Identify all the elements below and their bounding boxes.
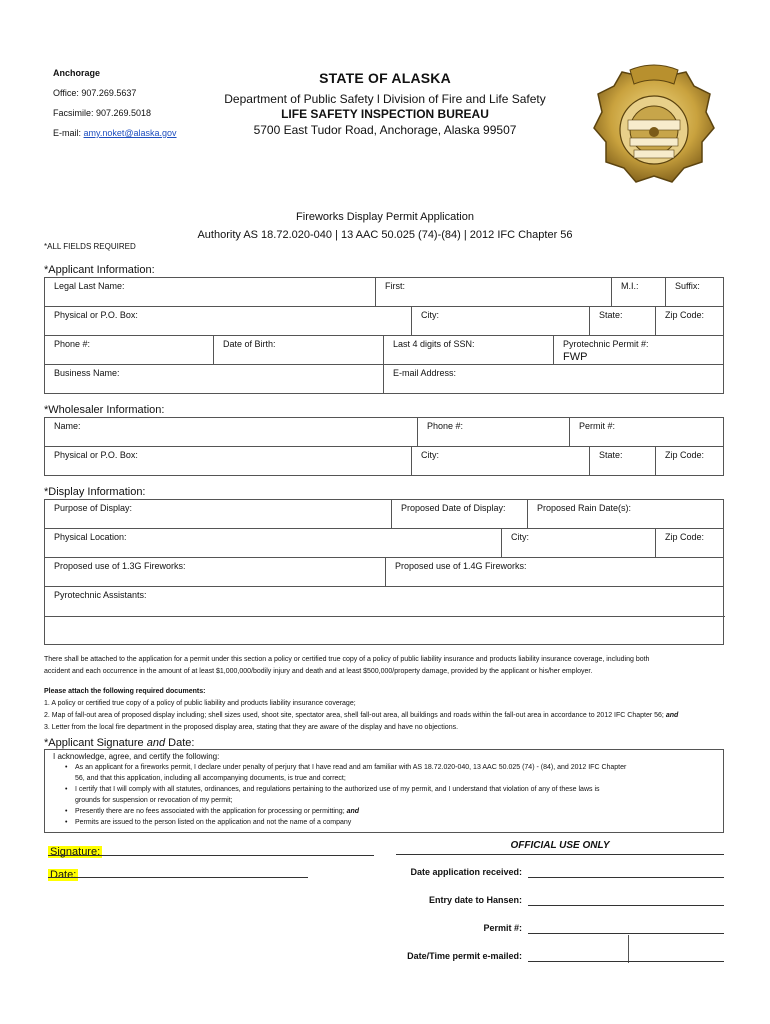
certification-item-1b: 56, and that this application, including all accompanying documents, is true and correct;: [75, 775, 346, 782]
applicant-email-label: E-mail Address:: [393, 368, 457, 378]
signature-heading: [44, 737, 194, 749]
wholesaler-address-field[interactable]: [45, 447, 411, 475]
date-line[interactable]: [48, 877, 308, 878]
insurance-paragraph: [44, 654, 734, 678]
rain-dates-label: Proposed Rain Date(s):: [537, 503, 632, 513]
applicant-row-address: [44, 307, 724, 336]
wholesaler-permit-field[interactable]: [569, 418, 725, 446]
wholesaler-row-name: [44, 418, 724, 447]
rain-dates-field[interactable]: [527, 500, 725, 528]
certification-item-2a: I certify that I will comply with all statutes, ordinances, and regulations pertaining to the authorized use of my permit, and I understand that violation of any of these laws is: [75, 786, 600, 793]
proposed-date-label: Proposed Date of Display:: [401, 503, 506, 513]
official-divider: [628, 935, 629, 963]
location-field[interactable]: [45, 529, 501, 557]
display-row-purpose: [44, 500, 724, 529]
ssn-field[interactable]: [383, 336, 553, 364]
wholesaler-city-field[interactable]: [411, 447, 589, 475]
purpose-field[interactable]: [45, 500, 391, 528]
display-row-location: [44, 529, 724, 558]
authority-line: Authority AS 18.72.020-040 | 13 AAC 50.025 (74)-(84) | 2012 IFC Chapter 56: [197, 229, 573, 241]
applicant-state-label: State:: [599, 310, 623, 320]
suffix-label: Suffix:: [675, 281, 700, 291]
wholesaler-city-label: City:: [421, 450, 439, 460]
ssn-label: Last 4 digits of SSN:: [393, 339, 475, 349]
email-label: E-mail:: [53, 128, 82, 138]
wholesaler-state-label: State:: [599, 450, 623, 460]
business-name-field[interactable]: [45, 365, 383, 393]
facsimile: Facsimile: 907.269.5018: [53, 108, 152, 118]
display-zip-field[interactable]: [655, 529, 725, 557]
applicant-email-field[interactable]: [383, 365, 725, 393]
display-row-fireworks: [44, 558, 724, 587]
legal-last-name-field[interactable]: [45, 278, 375, 306]
documents-item-2: [44, 710, 734, 722]
legal-last-name-label: Legal Last Name:: [54, 281, 125, 291]
business-name-label: Business Name:: [54, 368, 120, 378]
applicant-zip-label: Zip Code:: [665, 310, 705, 320]
insurance-line-2: accident and each occurrence in the amount of at least $1,000,000/bodily injury and death and at least $500,000/property damage, provided by the applicant or his/her employer.: [44, 668, 593, 675]
required-note: *ALL FIELDS REQUIRED: [44, 242, 136, 251]
wholesaler-zip-label: Zip Code:: [665, 450, 705, 460]
use-14g-label: Proposed use of 1.4G Fireworks:: [395, 561, 527, 571]
mi-field[interactable]: [611, 278, 665, 306]
proposed-date-field[interactable]: [391, 500, 527, 528]
certification-list: [45, 762, 723, 828]
signature-label: [48, 842, 102, 860]
certification-item-3-text: Presently there are no fees associated with the application for processing or permitting;: [75, 808, 345, 815]
assistants-field[interactable]: [45, 587, 725, 644]
department-badge-icon: [590, 62, 718, 188]
wholesaler-row-address: [44, 447, 724, 476]
applicant-state-field[interactable]: [589, 307, 655, 335]
emailed-line[interactable]: [528, 961, 724, 962]
certification-item-2: [45, 784, 723, 806]
official-permit-line[interactable]: [528, 933, 724, 934]
date-received-line[interactable]: [528, 877, 724, 878]
applicant-city-label: City:: [421, 310, 439, 320]
office-phone: Office: 907.269.5637: [53, 88, 137, 98]
location-label: Physical Location:: [54, 532, 127, 542]
signature-heading-b: Date:: [165, 737, 195, 749]
assistants-label: Pyrotechnic Assistants:: [54, 590, 147, 600]
certification-item-4-text: Permits are issued to the person listed on the application and not the name of a company: [75, 819, 352, 826]
office-name: Anchorage: [53, 68, 101, 78]
applicant-grid: [44, 277, 724, 394]
emailed-label: Date/Time permit e-mailed:: [407, 951, 522, 961]
wholesaler-grid: [44, 417, 724, 476]
wholesaler-address-label: Physical or P.O. Box:: [54, 450, 138, 460]
form-title-block: [0, 208, 770, 244]
hansen-entry-label: Entry date to Hansen:: [428, 895, 522, 905]
wholesaler-phone-label: Phone #:: [427, 421, 464, 431]
address-line: 5700 East Tudor Road, Anchorage, Alaska 99507: [253, 123, 517, 137]
email-link[interactable]: amy.noket@alaska.gov: [83, 128, 177, 138]
display-city-label: City:: [511, 532, 529, 542]
dob-field[interactable]: [213, 336, 383, 364]
applicant-row-phone: [44, 336, 724, 365]
assistants-divider: [45, 616, 725, 617]
date-label: [48, 865, 78, 883]
applicant-zip-field[interactable]: [655, 307, 725, 335]
department-line: Department of Public Safety l Division of Fire and Life Safety: [224, 92, 546, 106]
wholesaler-phone-field[interactable]: [417, 418, 569, 446]
documents-item-1: 1. A policy or certified true copy of a policy of public liability and products liability insurance coverage;: [44, 700, 356, 707]
applicant-heading: *Applicant Information:: [44, 264, 155, 276]
official-permit-label: Permit #:: [483, 923, 522, 933]
documents-list: [44, 686, 734, 734]
wholesaler-permit-label: Permit #:: [579, 421, 616, 431]
certification-item-1: [45, 762, 723, 784]
wholesaler-name-field[interactable]: [45, 418, 417, 446]
applicant-address-label: Physical or P.O. Box:: [54, 310, 138, 320]
certification-item-3: [45, 806, 723, 817]
applicant-address-field[interactable]: [45, 307, 411, 335]
mi-label: M.I.:: [621, 281, 639, 291]
applicant-row-name: [44, 278, 724, 307]
suffix-field[interactable]: [665, 278, 725, 306]
signature-heading-and: and: [146, 737, 166, 749]
insurance-line-1: There shall be attached to the application for a permit under this section a policy or certified true copy of a policy of public liability insurance and products liability insurance coverage, including both: [44, 656, 650, 663]
certification-intro: I acknowledge, agree, and certify the following:: [53, 752, 220, 761]
certification-top-rule: [45, 749, 723, 750]
applicant-city-field[interactable]: [411, 307, 589, 335]
date-label-text: Date:: [50, 869, 77, 881]
hansen-entry-line[interactable]: [528, 905, 724, 906]
certification-box: [44, 749, 724, 833]
purpose-label: Purpose of Display:: [54, 503, 133, 513]
pyro-permit-prefix: FWP: [563, 351, 588, 363]
documents-item-2-and: and: [665, 712, 679, 719]
wholesaler-state-field[interactable]: [589, 447, 655, 475]
documents-heading: Please attach the following required documents:: [44, 688, 206, 695]
certification-item-2b: grounds for suspension or revocation of my permit;: [75, 797, 233, 804]
applicant-row-business: [44, 365, 724, 394]
certification-item-3-and: and: [346, 808, 360, 815]
use-13g-label: Proposed use of 1.3G Fireworks:: [54, 561, 186, 571]
use-14g-field[interactable]: [385, 558, 725, 586]
form-title: Fireworks Display Permit Application: [296, 211, 474, 223]
display-heading: *Display Information:: [44, 486, 146, 498]
applicant-phone-field[interactable]: [45, 336, 213, 364]
display-city-field[interactable]: [501, 529, 655, 557]
signature-heading-a: *Applicant Signature: [44, 737, 147, 749]
use-13g-field[interactable]: [45, 558, 385, 586]
state-title: STATE OF ALASKA: [319, 70, 451, 86]
certification-item-4: [45, 817, 723, 828]
signature-label-text: Signature:: [50, 846, 101, 858]
wholesaler-name-label: Name:: [54, 421, 81, 431]
documents-item-2-text: 2. Map of fall-out area of proposed display including; shell sizes used, shoot site, spectator area, shell fall-out area, all buildings and roads within the fall-out area in accordance to 2012 IFC Chapter 56;: [44, 712, 664, 719]
agency-header: [200, 70, 570, 138]
wholesaler-heading: *Wholesaler Information:: [44, 404, 165, 416]
contact-block: [53, 68, 177, 148]
certification-item-1a: As an applicant for a fireworks permit, I declare under penalty of perjury that I have read and am familiar with AS 18.72.020-040, 13 AAC 50.025 (74) - (84), and 2012 IFC Chapter: [75, 764, 627, 771]
applicant-phone-label: Phone #:: [54, 339, 91, 349]
pyro-permit-label: Pyrotechnic Permit #:: [563, 339, 649, 349]
date-received-label: Date application received:: [410, 867, 522, 877]
wholesaler-zip-field[interactable]: [655, 447, 725, 475]
display-zip-label: Zip Code:: [665, 532, 705, 542]
official-use-heading: OFFICIAL USE ONLY: [396, 840, 724, 855]
first-name-label: First:: [385, 281, 405, 291]
display-grid: [44, 499, 724, 645]
pyro-permit-field[interactable]: [553, 336, 725, 364]
documents-item-3: 3. Letter from the local fire department in the proposed display area, stating that they are aware of the display and have no objections.: [44, 724, 459, 731]
signature-line[interactable]: [48, 855, 374, 856]
display-row-assistants: [44, 587, 724, 645]
dob-label: Date of Birth:: [223, 339, 276, 349]
email-line: [53, 128, 177, 138]
bureau-line: LIFE SAFETY INSPECTION BUREAU: [281, 107, 489, 121]
